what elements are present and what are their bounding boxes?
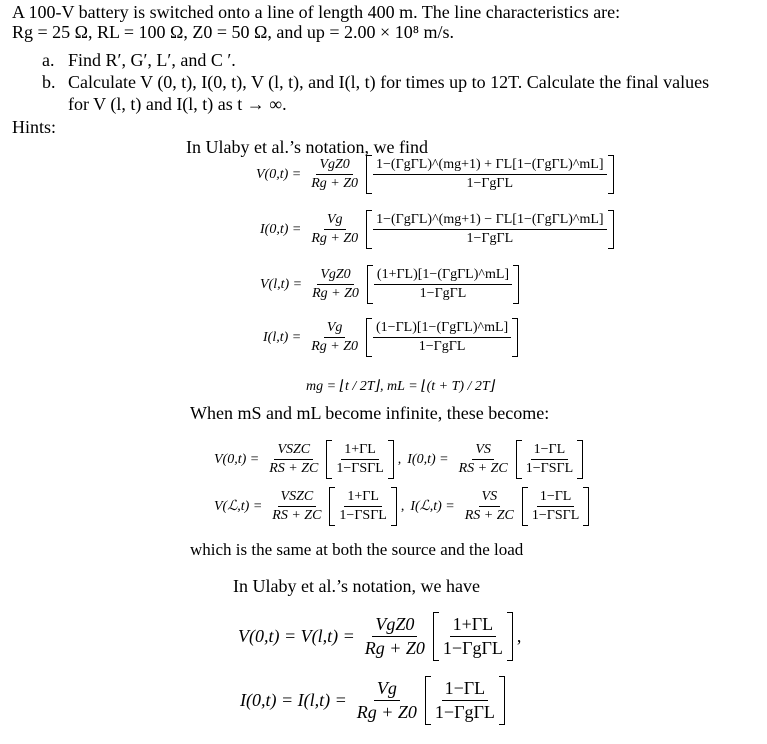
formula-lhs: V(0,t) = V(l,t) = (238, 626, 355, 646)
formula-lhs: I(0,t) = I(l,t) = (240, 690, 347, 710)
prefactor-denominator: Rg + Z0 (311, 339, 359, 354)
bracket-denominator: 1−ΓgΓL (418, 339, 466, 354)
formula-lhs: V(l,t) = (260, 276, 303, 292)
bracket-denominator: 1−ΓgΓL (442, 638, 503, 658)
formula-lhs: I(0,t) = (407, 451, 449, 467)
part-b-marker: b. (42, 72, 56, 92)
bracket-denominator: 1−ΓSΓL (531, 508, 580, 523)
bracket-numerator: (1−ΓL)[1−(ΓgΓL)^mL] (373, 320, 511, 338)
formula-limit-vlt: V(ℒ,t) = $\frac{\text{VSZC}}{RS + ZC}$ $\frac{1+\Gamma L}{\text{1−ΓSΓL}}$ , I(ℒ,t) = $\frac{VS}{RS + ZC}$ $\frac{1-\Gamma L}{\text{1−ΓSΓL}}$ (214, 487, 589, 526)
prefactor-numerator: VS (472, 442, 494, 460)
prefactor-numerator: Vg (324, 320, 346, 338)
problem-line-1: A 100-V battery is switched onto a line of length 400 m. The line characteristics are: (12, 2, 621, 22)
part-b-text-2: for V (l, t) and I(l, t) as t → ∞. (68, 94, 287, 114)
m-definitions: mg = ⌊t / 2T⌋, mL = ⌊(t + T) / 2T⌋ (306, 379, 496, 394)
prefactor-denominator: RS + ZC (458, 461, 508, 476)
prefactor-denominator: Rg + Z0 (312, 286, 359, 301)
prefactor-denominator: Rg + Z0 (356, 702, 417, 722)
formula-vlt (260, 265, 519, 304)
formula-lhs: V(ℒ,t) = (214, 499, 263, 514)
bracket-denominator: 1−ΓSΓL (525, 461, 574, 476)
prefactor-numerator: VgZ0 (372, 614, 417, 637)
bracket-numerator: 1+ΓL (344, 489, 382, 507)
prefactor-numerator: VSZC (274, 442, 313, 460)
prefactor-numerator: VSZC (278, 489, 317, 507)
prefactor-denominator: Rg + Z0 (364, 638, 425, 658)
problem-line-2: Rg = 25 Ω, RL = 100 Ω, Z0 = 50 Ω, and up = 2.00 × 10⁸ m/s. (12, 22, 454, 42)
same-at-source-and-load: which is the same at both the source and the load (190, 540, 524, 559)
bracket-numerator: 1−(ΓgΓL)^(mg+1) + ΓL[1−(ΓgΓL)^mL] (373, 157, 606, 175)
formula-final-voltage: V(0,t) = V(l,t) = $\frac{\text{VgZ0}}{Rg + Z0}$ $\frac{1+\Gamma L}{\text{1−ΓgΓL}}$ , (238, 612, 527, 661)
prefactor-denominator: RS + ZC (272, 508, 322, 523)
prefactor-denominator: Rg + Z0 (311, 231, 359, 246)
bracket-denominator: 1−ΓSΓL (339, 508, 387, 523)
bracket-denominator: 1−ΓgΓL (466, 176, 514, 191)
formula-lhs: V(0,t) = (214, 451, 260, 467)
bracket-denominator: 1−ΓgΓL (434, 702, 495, 722)
bracket-numerator: 1+ΓL (450, 614, 497, 637)
bracket-numerator: 1−ΓL (442, 678, 489, 701)
part-a-text: Find R′, G′, L′, and C ′. (68, 50, 236, 70)
formula-lhs: I(0,t) = (260, 221, 302, 237)
prefactor-denominator: RS + ZC (464, 508, 514, 523)
prefactor-numerator: Vg (374, 678, 400, 701)
bracket-denominator: 1−ΓSΓL (336, 461, 384, 476)
part-a-marker: a. (42, 50, 55, 70)
prefactor-denominator: RS + ZC (269, 461, 319, 476)
prefactor-numerator: VS (479, 489, 501, 507)
prefactor-numerator: Vg (324, 212, 346, 230)
bracket-numerator: 1−(ΓgΓL)^(mg+1) − ΓL[1−(ΓgΓL)^mL] (373, 212, 606, 230)
formula-lhs: I(l,t) = (263, 329, 302, 345)
formula-final-current (240, 676, 505, 725)
bracket-numerator: 1−ΓL (537, 489, 575, 507)
infinite-limit-text: When mS and mL become infinite, these become: (190, 403, 550, 423)
bracket-numerator: (1+ΓL)[1−(ΓgΓL)^mL] (374, 267, 512, 285)
prefactor-numerator: VgZ0 (316, 157, 352, 175)
part-b-text-1: Calculate V (0, t), I(0, t), V (l, t), and I(l, t) for times up to 12T. Calculate the final values (68, 72, 710, 92)
bracket-denominator: 1−ΓgΓL (419, 286, 467, 301)
bracket-denominator: 1−ΓgΓL (466, 231, 514, 246)
hint-intro-1: In Ulaby et al.’s notation, we find (186, 137, 428, 157)
hints-label: Hints: (12, 117, 57, 137)
formula-lhs: I(ℒ,t) = (410, 499, 455, 514)
prefactor-numerator: VgZ0 (317, 267, 353, 285)
bracket-numerator: 1−ΓL (531, 442, 569, 460)
formula-v0t (256, 155, 614, 194)
bracket-numerator: 1+ΓL (341, 442, 379, 460)
formula-ilt (263, 318, 518, 357)
formula-i0t (260, 210, 614, 249)
formula-limit-v0t: V(0,t) = $\frac{\text{VSZC}}{RS + ZC}$ $\frac{1+\Gamma L}{\text{1−ΓSΓL}}$ , I(0,t) = $\frac{VS}{RS + ZC}$ $\frac{1-\Gamma L}{\text{1−ΓSΓL}}$ (214, 440, 583, 479)
formula-lhs: V(0,t) = (256, 166, 302, 182)
hint-intro-2: In Ulaby et al.’s notation, we have (233, 576, 480, 596)
prefactor-denominator: Rg + Z0 (311, 176, 359, 191)
